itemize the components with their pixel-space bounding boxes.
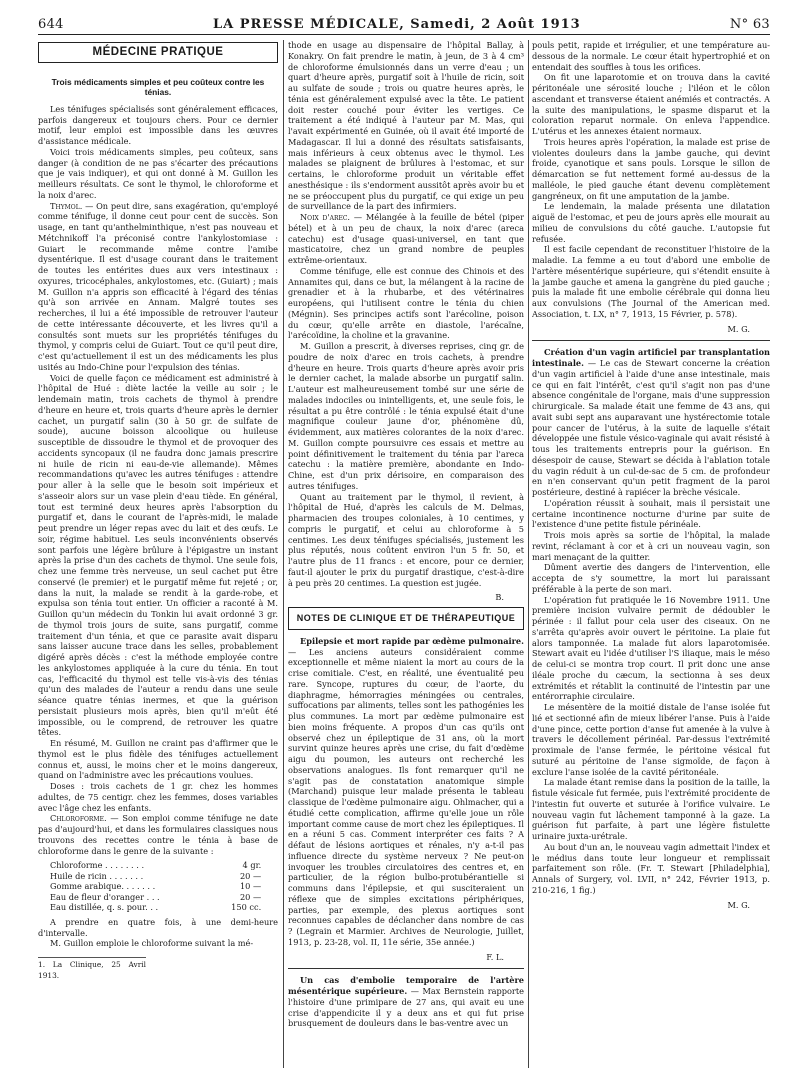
subsection-label: Thymol. bbox=[50, 200, 83, 211]
table-row bbox=[50, 892, 261, 903]
recipe-item: Huile de ricin . . . . . . . bbox=[50, 870, 144, 881]
paragraph: Dûment avertie des dangers de l'intervention, elle accepta de s'y soumettre, la mort lui paraissant préférable à la perte de son mari. bbox=[532, 562, 770, 594]
paragraph: En résumé, M. Guillon ne craint pas d'affirmer que le thymol est le plus fidèle des ténifuges actuellement connus et, aussi, le moins cher et le moins dangereux, quand on l'administre avec les précautions voulues. bbox=[38, 738, 278, 781]
issue-number: N° 63 bbox=[729, 17, 770, 32]
recipe-qty: 20 — bbox=[239, 870, 262, 881]
paragraph: L'opération réussit à souhait, mais il persistait une certaine incontinence nocturne d'urine par suite de l'existence d'une petite fistule périnéale. bbox=[532, 497, 770, 530]
paragraph: Il est facile cependant de reconstituer l'histoire de la maladie. La femme a eu tout d'abord une embolie de l'artère mésentérique supérieure, qui s'étendit ensuite à la jambe gauche et amena la gangrène du pied gauche ; puis la malade fit une embolie cérébrale qui donna lieu aux convulsions (The Journal of the American med. Association, t. LX, n° 7, 1913, 15 Février, p. 578). bbox=[532, 244, 770, 319]
paragraph-text: — Max Bernstein rapporte l'histoire d'une primipare de 27 ans, qui avait eu une crise d'appendicite il y a deux ans et qui fut prise brusquement de douleurs dans le bas-ventre avec un bbox=[288, 986, 524, 1029]
signature: M. G. bbox=[727, 323, 750, 334]
paragraph: A prendre en quatre fois, à une demi-heure d'intervalle. bbox=[38, 916, 278, 938]
paragraph: Comme ténifuge, elle est connue des Chinois et des Annamites qui, dans ce but, la mélangent à la racine de grenadier et à la rhubarbe, et des vétérinaires européens, qui l'utilisent contre le ténia du chien (Mégnin). Ses principes actifs sont l'arécoline, poison du cœur, qu'elle arrête en diastole, l'arécaïne, l'arécoïdine, la choline et la gravanine. bbox=[288, 265, 524, 341]
section-heading: MÉDECINE PRATIQUE bbox=[38, 42, 278, 63]
recipe-item: Eau de fleur d'oranger . . . bbox=[50, 891, 160, 902]
paragraph bbox=[288, 636, 524, 948]
recipe-table bbox=[50, 860, 261, 913]
column-divider bbox=[528, 40, 529, 1068]
paragraph: Les ténifuges spécialisés sont généralement efficaces, parfois dangereux et toujours chers. Pour ce dernier motif, leur emploi est impossible dans les œuvres d'assistance médicale. bbox=[38, 103, 278, 146]
signature: B. bbox=[495, 592, 504, 603]
signature: F. L. bbox=[486, 951, 504, 962]
recipe-qty: 4 gr. bbox=[242, 860, 262, 871]
article-title: Création d'un vagin artificiel par transplantation intestinale. bbox=[532, 347, 770, 368]
divider bbox=[532, 340, 770, 341]
page-number: 644 bbox=[38, 17, 64, 32]
paragraph-text: — Son emploi comme ténifuge ne date pas d'aujourd'hui, et dans les formulaires classiques nous trouvons des recettes contre le ténia à base de chloroforme dans le genre de la suivante : bbox=[38, 813, 278, 856]
section-heading: NOTES DE CLINIQUE ET DE THÉRAPEUTIQUE bbox=[288, 607, 524, 630]
paragraph: M. Guillon emploie le chloroforme suivant la mé- bbox=[50, 938, 254, 949]
paragraph: Trois heures après l'opération, la malade est prise de violentes douleurs dans la jambe gauche, qui devint froide, cyanotique et sans pouls. Lorsque le sillon de démarcation se fut nettement formé au-dessus de la malléole, le pied gauche étant devenu complètement gangréneux, on fit une amputation de la jambe. bbox=[532, 136, 770, 201]
paragraph: pouls petit, rapide et irrégulier, et une température au-dessous de la normale. Le cœur était hypertrophié et on entendait des souffles à tous les orifices. bbox=[532, 40, 770, 72]
paragraph bbox=[288, 975, 524, 1029]
paragraph-text: — Les anciens auteurs considéraient comme exceptionnelle et même niaient la mort au cours de la crise comitiale. C'est, en réalité, une éventualité peu rare. Syncope, ruptures du cœur, de l'aorte, du diaphragme, hémorragies méningées ou centrales, suffocations par aliments, telles sont les pathogénies les plus communes. La mort par œdème pulmonaire est bien moins fréquente. A propos d'un cas qu'ils ont observé chez un épileptique de 31 ans, où la mort survint quinze heures après une crise, du fait d'œdème aigu du poumon, les auteurs ont recherché les observations analogues. Ils font remarquer qu'il ne s'agit pas de constatation anatomique simple (Marchand) puisque leur malade présenta le tableau classique de l'œdème pulmonaire aigu. Ohlmacher, qui a étudié cette complication, affirme qu'elle joue un rôle important comme cause de mort chez les épileptiques. Il en a réuni 5 cas. Comment interpréter ces faits ? A défaut de lésions aortiques et rénales, n'y a-t-il pas influence directe du système nerveux ? Ne peut-on invoquer les troubles circulatoires des centres et, en particulier, de la région bulbo-protubérantielle si communs dans l'épilepsie, et qui susciteraient un réflexe que de simples excitations périphériques, parties, par exemple, des plexus aortiques sont reconnues capables de déclancher dans nombre de cas ? (Legrain et Marmier. Archives de Neurologie, Juillet, 1913, p. 23-28, vol. II, 11e série, 35e année.) bbox=[288, 646, 524, 947]
column-1 bbox=[38, 40, 278, 1068]
footnote: 1. La Clinique, 25 Avril 1913. bbox=[38, 957, 146, 982]
paragraph: M. Guillon a prescrit, à diverses reprises, cinq gr. de poudre de noix d'arec en trois cachets, à prendre d'heure en heure. Trois quarts d'heure après avoir pris le dernier cachet, la malade absorbe un purgatif salin. L'auteur est malheureusement tombé sur une série de malades indociles ou inintelligents, et, une seule fois, le résultat a pu être contrôlé : le ténia expulsé était d'une magnifique couleur jaune d'or, phénomène dû, évidemment, aux matières colorantes de la noix d'arec. M. Guillon compte poursuivre ces essais et mettre au point définitivement le traitement du ténia par l'areca catechu : la matière première, abondante en Indo-Chine, est d'un prix dérisoire, en comparaison des autres ténifuges. bbox=[288, 341, 524, 491]
paragraph: Trois mois après sa sortie de l'hôpital, la malade revint, réclamant à cor et à cri un nouveau vagin, son mari menaçant de la quitter. bbox=[532, 530, 770, 562]
column-2 bbox=[288, 40, 524, 1068]
paragraph-text: — Mélangée à la feuille de bétel (piper bétel) et à un peu de chaux, la noix d'arec (areca catechu) est d'usage quasi-universel, en tant que masticatoire, chez un grand nombre de peuples extrême-orientaux. bbox=[288, 212, 524, 265]
recipe-qty: 20 — bbox=[239, 891, 262, 902]
paragraph: Quant au traitement par le thymol, il revient, à l'hôpital de Hué, d'après les calculs de M. Delmas, pharmacien des troupes coloniales, à 10 centimes, y compris le purgatif, et celui au chloroforme à 5 centimes. Les deux ténifuges spécialisés, justement les plus réputés, nous coûtent environ l'un 5 fr. 50, et l'autre plus de 11 francs : et encore, pour ce dernier, faut-il ajouter le prix du purgatif drastique, c'est-à-dire à peu près 20 centimes. La question est jugée. bbox=[288, 491, 524, 588]
paragraph: Voici trois médicaments simples, peu coûteux, sans danger (à condition de ne pas s'écarter des précautions que je vais indiquer), et qui ont donné à M. Guillon les meilleurs résultats. Ce sont le thymol, le chloroforme et la noix d'arec. bbox=[38, 146, 278, 200]
column-divider bbox=[283, 40, 284, 1068]
paragraph: Doses : trois cachets de 1 gr. chez les hommes adultes, de 75 centigr. chez les femmes, doses variables avec l'âge chez les enfants. bbox=[38, 781, 278, 813]
paragraph-text: — On peut dire, sans exagération, qu'employé comme ténifuge, il donne ceut pour cent de succès. Son usage, en tant qu'anthelminthique, n'est pas nouveau et Métchnikoff l'a préconisé contre l'ankylostomiase : Guiart le recommande même contre l'amibe dysentérique. Il est d'usage courant dans le traitement de toutes les entérites dues aux vers intestinaux : oxyures, tricocéphales, ankylostomes, etc. (Guiart) ; mais M. Guillon n'a appris son efficacité à l'égard des ténias qu'à son arrivée en Annam. Malgré toutes ses recherches, il lui a été impossible de retrouver l'auteur de cette intéressante découverte, et les livres qu'il a consultés sont muets sur les propriétés ténifuges du thymol, y compris celui de Guiart. Tout ce qu'il peut dire, c'est qu'actuellement il est un des médicaments les plus usités au Indo-Chine pour l'expulsion des ténias. bbox=[38, 200, 278, 372]
subsection-label: Noix d'arec. bbox=[300, 212, 351, 222]
paragraph: Voici de quelle façon ce médicament est administré à l'hôpital de Hué : diète lactée la veille au soir ; le lendemain matin, trois cachets de thymol à prendre d'heure en heure et, trois quarts d'heure après le dernier cachet, un purgatif salin (30 à 50 gr. de sulfate de soude), aucune boisson alcoolique ou huileuse susceptible de dissoudre le thymol et de provoquer des accidents syncopaux (il ne faudra donc jamais prescrire ni huile de ricin ni eau-de-vie allemande). Mêmes recommandations qu'avec les autres ténifuges : attendre pour aller à la selle que le besoin soit impérieux et s'asseoir alors sur un vase plein d'eau tiède. En général, tout est terminé deux heures après l'absorption du purgatif et, dans le courant de l'après-midi, le malade peut prendre un léger repas avec du lait et des œufs. Le soir, régime habituel. Les seuls inconvénients observés sont parfois une légère brûlure à l'épigastre un instant après la prise d'un des cachets de thymol. Une seule fois, chez une femme très nerveuse, un seul cachet put être conservé (le premier) et le purgatif même fut rejeté ; or, dans la nuit, la malade se rendit à la garde-robe, et expulsa son ténia tout entier. Un officier a raconté à M. Guillon qu'un médecin du Tonkin lui avait ordonné 3 gr. de thymol trois jours de suite, sans purgatif, comme traitement d'un ténia, et que ce parasite avait disparu sans laisser aucune trace dans les selles, probablement digéré après décès : c'est la méthode employée contre les ankylostomes appliquée à la cure du ténia. En tout cas, l'efficacité du thymol est telle vis-à-vis des ténias qu'un des malades de l'auteur a rendu dans une seule séance quatre ténias inermes, et que la guérison persistait plusieurs mois après, bien qu'il m'eût été impossible, ou le comprend, de retrouver les quatre têtes. bbox=[38, 372, 278, 738]
recipe-item: Gomme arabique. . . . . . . bbox=[50, 881, 156, 892]
paragraph: La malade étant remise dans la position de la taille, la fistule vésicale fut fermée, puis l'extrémité procidente de l'intestin fut ouverte et suturée à l'orifice vulvaire. Le nouveau vagin fut lâchement tamponné à la gaze. La guérison fut parfaite, à part une légère fistulette urinaire juxta-urétrale. bbox=[532, 777, 770, 841]
paragraph bbox=[288, 212, 524, 266]
paragraph: Le lendemain, la malade présenta une dilatation aiguë de l'estomac, et peu de jours après elle mourait au milieu de convulsions du côté gauche. L'autopsie fut refusée. bbox=[532, 201, 770, 244]
page-header bbox=[38, 10, 770, 35]
paragraph: thode en usage au dispensaire de l'hôpital Ballay, à Konakry. On fait prendre le matin, à jeun, de 3 à 4 cm³ de chloroforme émulsionnés dans un verre d'eau ; un quart d'heure après, purgatif soit à l'huile de ricin, soit au sulfate de soude ; trois ou quatre heures après, le ténia est généralement expulsé avec la tête. Le patient doit rester couché pour éviter les vertiges. Ce traitement a été indiqué à l'auteur par M. Mas, qui l'avait expérimenté en Guinée, où il avait été importé de Madagascar. Il lui a donné des résultats satisfaisants, mais inférieurs à ceux obtenus avec le thymol. Les malades se plaignent de brûlures à l'estomac, et sur certains, le chloroforme produit un véritable effet anesthésique : ils s'endorment aussitôt après avoir bu et ne se préoccupent plus du purgatif, ce qui exige un peu de surveillance de la part des infirmiers. bbox=[288, 40, 524, 212]
table-row bbox=[50, 860, 261, 871]
paragraph: On fit une laparotomie et on trouva dans la cavité péritonéale une sérosité louche ; l'iléon et le côlon ascendant et transverse étaient anémiés et contractés. A la suite des manipulations, le spasme disparut et la coloration reparut normale. On enleva l'appendice. L'utérus et les annexes étaient normaux. bbox=[532, 72, 770, 136]
table-row bbox=[50, 871, 261, 882]
divider bbox=[288, 968, 524, 969]
table-row bbox=[50, 902, 261, 913]
article-title: Un cas d'embolie temporaire de l'artère mésentérique supérieure. bbox=[288, 975, 524, 996]
recipe-qty: 10 — bbox=[239, 881, 262, 892]
paragraph: Au bout d'un an, le nouveau vagin admettait l'index et le médius dans toute leur longueur et remplissait parfaitement son rôle. (Fr. T. Stewart [Philadelphia], Annals of Surgery, vol. LVII, n° 242, Février 1913, p. 210-216, 1 fig.) bbox=[532, 841, 770, 895]
recipe-qty: 150 cc. bbox=[231, 902, 262, 913]
recipe-item: Chloroforme . . . . . . . . bbox=[50, 860, 145, 871]
column-3 bbox=[532, 40, 770, 1068]
article-title: Epilepsie et mort rapide par œdème pulmonaire. bbox=[300, 635, 524, 646]
paragraph: L'opération fut pratiquée le 16 Novembre 1911. Une première incision vulvaire permit de dédoubler le périnée : il fallut pour cela user des ciseaux. On ne s'arrêta qu'après avoir ouvert le péritoine. La plaie fut alors tamponnée. La malade fut alors laparotomisée. Stewart avait eu l'idée d'utiliser l'S iliaque, mais le méso de celui-ci se montra trop court. Il prit donc une anse iléale proche du cæcum, la sectionna à ses deux extrémités et rétablit la continuité de l'intestin par une entérorraphie circulaire. bbox=[532, 594, 770, 702]
table-row bbox=[50, 881, 261, 892]
signature: M. G. bbox=[727, 899, 750, 910]
subsection-label: Chloroforme. bbox=[50, 813, 107, 824]
article-title: Trois médicaments simples et peu coûteux contre les ténias. bbox=[51, 76, 265, 98]
paragraph: Le mésentère de la moitié distale de l'anse isolée fut lié et sectionné afin de mieux libérer l'anse. Puis à l'aide d'une pince, cette portion d'anse fut amenée à la vulve à travers le décollement périnéal. Par-dessus l'extrémité proximale de l'anse fermée, le péritoine vésical fut suturé au péritoine de l'anse sigmoïde, de façon à exclure l'anse isolée de la cavité péritonéale. bbox=[532, 702, 770, 777]
paragraph bbox=[38, 201, 278, 373]
paragraph bbox=[532, 347, 770, 498]
journal-title: LA PRESSE MÉDICALE, Samedi, 2 Août 1913 bbox=[212, 17, 581, 32]
paragraph bbox=[38, 813, 278, 856]
paragraph-text: — Le cas de Stewart concerne la création d'un vagin artificiel à l'aide d'une anse intestinale, mais ce qui en fait l'intérêt, c'est qu'il s'agit non pas d'une absence congénitale de l'organe, mais d'une suppression chirurgicale. Sa malade était une femme de 43 ans, qui avait subi sept ans auparavant une hystérectomie totale pour cancer de l'utérus, à la suite de laquelle s'était développée une fistule vésico-vaginale qui avait résisté à tous les traitements entrepris pour la guérison. En désespoir de cause, Stewart se décida à l'ablation totale du vagin réduit à un cul-de-sac de 5 cm. de profondeur en n'en conservant qu'un petit fragment de la paroi postérieure, destiné à rapiécer la brèche vésicale. bbox=[532, 358, 770, 497]
recipe-item: Eau distillée, q. s. pour. . . bbox=[50, 902, 159, 913]
